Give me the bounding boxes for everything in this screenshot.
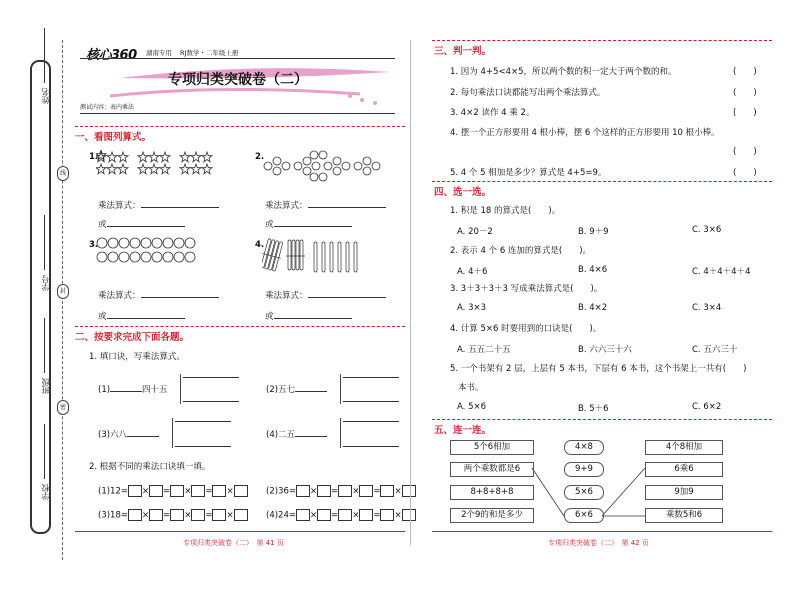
q3-mult bbox=[98, 288, 219, 301]
header-rule-bottom bbox=[80, 113, 395, 114]
judge-5: 5. 4 个 5 相加是多少？算式是 4+5=9。 bbox=[450, 168, 607, 178]
school-field[interactable] bbox=[40, 484, 51, 500]
choice-3-b[interactable]: B. 4×2 bbox=[578, 303, 608, 313]
judge-3-answer[interactable]: ( ) bbox=[733, 108, 757, 118]
section-separator bbox=[75, 326, 405, 327]
q1-number: 1. bbox=[89, 152, 99, 162]
answer-box[interactable] bbox=[191, 485, 205, 497]
q2-number: 2. bbox=[255, 152, 265, 162]
eq-row-3: (3)18= × = × = × bbox=[98, 509, 248, 521]
or-label: 或 bbox=[265, 220, 274, 230]
answer-blank[interactable] bbox=[183, 392, 239, 402]
match-mid-2[interactable]: 9+9 bbox=[564, 462, 604, 477]
section-1-title: 一、看图列算式。 bbox=[75, 132, 152, 143]
answer-blank[interactable] bbox=[274, 217, 352, 227]
circle-grid-figure bbox=[96, 236, 216, 266]
name-label: 姓名 bbox=[41, 88, 50, 104]
answer-blank[interactable] bbox=[274, 309, 352, 319]
choice-5-b[interactable]: B. 5＋6 bbox=[578, 404, 609, 414]
or-label: 或 bbox=[265, 312, 274, 322]
answer-box[interactable] bbox=[402, 509, 416, 521]
s2-q2-text: 2. 根据不同的乘法口诀填一填。 bbox=[89, 462, 211, 472]
choice-4-c[interactable]: C. 五六三十 bbox=[692, 345, 738, 355]
footer-left: 专项归类突破卷（二） 第 41 页 bbox=[183, 539, 284, 547]
judge-4: 4. 摆一个正方形要用 4 根小棒，摆 6 个这样的正方形要用 10 根小棒。 bbox=[450, 128, 720, 138]
answer-box[interactable] bbox=[338, 485, 352, 497]
answer-box[interactable] bbox=[296, 485, 310, 497]
answer-blank[interactable] bbox=[110, 382, 142, 392]
cut-line bbox=[62, 40, 63, 560]
answer-blank[interactable] bbox=[343, 412, 399, 422]
judge-2: 2. 每句乘法口诀都能写出两个乘法算式。 bbox=[450, 88, 606, 98]
answer-box[interactable] bbox=[212, 509, 226, 521]
s2-item-1: (1) 四十五 bbox=[98, 382, 168, 395]
answer-box[interactable] bbox=[234, 485, 248, 497]
s2-item-2: (2)五七 bbox=[266, 382, 327, 395]
choice-2-question: 2. 表示 4 个 6 连加的算式是( )。 bbox=[450, 246, 592, 256]
match-right-2[interactable]: 6乘6 bbox=[645, 462, 723, 477]
choice-5-question: 5. 一个书架有 2 层，上层有 5 本书，下层有 6 本书，这个书架上一共有( ) bbox=[450, 364, 747, 374]
match-mid-1[interactable]: 4×8 bbox=[564, 440, 604, 455]
section-3-title: 三、判一判。 bbox=[434, 46, 492, 57]
answer-blank[interactable] bbox=[127, 427, 159, 437]
choice-2-b[interactable]: B. 4×6 bbox=[578, 265, 608, 275]
answer-box[interactable] bbox=[149, 485, 163, 497]
circles-figure bbox=[262, 148, 392, 184]
footer-rule bbox=[432, 531, 772, 532]
mult-label: 乘法算式： bbox=[265, 201, 308, 211]
answer-box[interactable] bbox=[380, 509, 394, 521]
judge-1-answer[interactable]: ( ) bbox=[733, 67, 757, 77]
test-scope: 测试内容：表内乘法 bbox=[80, 104, 135, 111]
or-label: 或 bbox=[98, 220, 107, 230]
school-label: 学校 bbox=[41, 484, 50, 500]
s2-item-4: (4)二五 bbox=[266, 427, 327, 440]
answer-blank[interactable] bbox=[175, 437, 231, 447]
match-left-2[interactable]: 两个乘数都是6 bbox=[450, 462, 534, 477]
answer-box[interactable] bbox=[128, 485, 142, 497]
choice-1-a[interactable]: A. 20－2 bbox=[457, 227, 493, 237]
mult-label: 乘法算式： bbox=[98, 291, 141, 301]
answer-box[interactable] bbox=[234, 509, 248, 521]
choice-5-a[interactable]: A. 5×6 bbox=[457, 402, 487, 412]
answer-blank[interactable] bbox=[343, 392, 399, 402]
judge-2-answer[interactable]: ( ) bbox=[733, 88, 757, 98]
q2-mult bbox=[265, 198, 386, 211]
answer-box[interactable] bbox=[170, 509, 184, 521]
choice-1-b[interactable]: B. 9＋9 bbox=[578, 227, 609, 237]
section-5-title: 五、连一连。 bbox=[434, 425, 492, 436]
q3-or bbox=[98, 309, 185, 322]
bracket bbox=[172, 418, 173, 448]
judge-3: 3. 4×2 读作 4 乘 2。 bbox=[450, 108, 535, 118]
eq-row-1: (1)12= × = × = × bbox=[98, 485, 248, 497]
judge-5-answer[interactable]: ( ) bbox=[733, 168, 757, 178]
answer-blank[interactable] bbox=[183, 368, 239, 378]
mult-label: 乘法算式： bbox=[265, 291, 308, 301]
header-subject: RJ数学・二年级上册 bbox=[180, 49, 239, 57]
answer-blank[interactable] bbox=[141, 198, 219, 208]
bracket bbox=[340, 374, 341, 404]
match-right-3[interactable]: 9加9 bbox=[645, 485, 723, 500]
answer-box[interactable] bbox=[296, 509, 310, 521]
mult-label: 乘法算式： bbox=[98, 201, 141, 211]
answer-blank[interactable] bbox=[308, 198, 386, 208]
answer-blank[interactable] bbox=[295, 427, 327, 437]
answer-box[interactable] bbox=[402, 485, 416, 497]
answer-blank[interactable] bbox=[175, 412, 231, 422]
or-label: 或 bbox=[98, 312, 107, 322]
header-edition: 湖南专用 bbox=[146, 49, 172, 57]
choice-3-c[interactable]: C. 3×4 bbox=[692, 303, 722, 313]
choice-1-c[interactable]: C. 3×6 bbox=[692, 225, 722, 235]
answer-blank[interactable] bbox=[343, 368, 399, 378]
choice-3-a[interactable]: A. 3×3 bbox=[457, 303, 487, 313]
answer-box[interactable] bbox=[191, 509, 205, 521]
answer-blank[interactable] bbox=[308, 288, 386, 298]
section-separator bbox=[432, 181, 772, 182]
answer-box[interactable] bbox=[317, 509, 331, 521]
match-left-4[interactable]: 2个9的和是多少 bbox=[450, 508, 534, 523]
q4-number: 4. bbox=[255, 240, 265, 250]
match-left-3[interactable]: 8+8+8+8 bbox=[450, 485, 534, 500]
q4-or bbox=[265, 309, 352, 322]
answer-blank[interactable] bbox=[295, 382, 327, 392]
choice-5-c[interactable]: C. 6×2 bbox=[692, 402, 722, 412]
cut-mark-1: 线 bbox=[57, 166, 69, 181]
choice-4-question: 4. 计算 5×6 时要用到的口诀是( )。 bbox=[450, 324, 602, 334]
answer-box[interactable] bbox=[380, 485, 394, 497]
header-logo: 核心360 bbox=[86, 48, 137, 63]
sticks-figure bbox=[262, 236, 372, 276]
answer-box[interactable] bbox=[128, 509, 142, 521]
answer-blank[interactable] bbox=[107, 309, 185, 319]
match-left-1[interactable]: 5个6相加 bbox=[450, 440, 534, 455]
judge-1: 1. 因为 4+5<4×5，所以两个数的积一定大于两个数的和。 bbox=[450, 67, 677, 77]
q1-or bbox=[98, 217, 185, 230]
header-rule bbox=[80, 58, 395, 59]
choice-4-b[interactable]: B. 六六三十六 bbox=[578, 345, 632, 355]
answer-box[interactable] bbox=[359, 509, 373, 521]
answer-box[interactable] bbox=[170, 485, 184, 497]
choice-2-a[interactable]: A. 4＋6 bbox=[457, 267, 488, 277]
class-field[interactable] bbox=[40, 378, 51, 394]
bracket bbox=[340, 418, 341, 448]
eq-row-4: (4)24= × = × = × bbox=[266, 509, 416, 521]
footer-rule bbox=[75, 531, 405, 532]
choice-4-a[interactable]: A. 五五二十五 bbox=[457, 345, 511, 355]
choice-1-question: 1. 积是 18 的算式是( )。 bbox=[450, 206, 561, 216]
section-separator bbox=[432, 419, 772, 420]
answer-blank[interactable] bbox=[141, 288, 219, 298]
page-title: 专项归类突破卷（二） bbox=[168, 72, 308, 88]
binding-strip bbox=[30, 60, 51, 534]
choice-3-question: 3. 3＋3＋3＋3 写成乘法算式是( )。 bbox=[450, 284, 603, 294]
bracket bbox=[180, 374, 181, 404]
choice-2-c[interactable]: C. 4＋4＋4＋4 bbox=[692, 267, 751, 277]
class-label: 班级 bbox=[41, 378, 50, 394]
choice-5-question-cont: 本书。 bbox=[458, 383, 484, 393]
answer-box[interactable] bbox=[149, 509, 163, 521]
judge-4-answer[interactable]: ( ) bbox=[733, 147, 757, 157]
eq-row-2: (2)36= × = × = × bbox=[266, 485, 416, 497]
answer-box[interactable] bbox=[359, 485, 373, 497]
section-separator bbox=[75, 126, 405, 127]
q4-mult bbox=[265, 288, 386, 301]
page-divider bbox=[410, 40, 411, 545]
answer-box[interactable] bbox=[338, 509, 352, 521]
q3-number: 3. bbox=[89, 240, 99, 250]
q2-or bbox=[265, 217, 352, 230]
s2-item-3: (3)六八 bbox=[98, 427, 159, 440]
match-mid-4[interactable]: 6×6 bbox=[564, 508, 604, 523]
footer-right: 专项归类突破卷（二） 第 42 页 bbox=[548, 539, 649, 547]
answer-blank[interactable] bbox=[343, 437, 399, 447]
section-4-title: 四、选一选。 bbox=[434, 187, 492, 198]
answer-blank[interactable] bbox=[107, 217, 185, 227]
answer-box[interactable] bbox=[212, 485, 226, 497]
answer-box[interactable] bbox=[317, 485, 331, 497]
match-mid-3[interactable]: 5×6 bbox=[564, 485, 604, 500]
q1-mult bbox=[98, 198, 219, 211]
cut-mark-2: 封 bbox=[57, 284, 69, 299]
name-field[interactable] bbox=[40, 88, 51, 104]
match-right-1[interactable]: 4个8相加 bbox=[645, 440, 723, 455]
match-right-4[interactable]: 乘数5和6 bbox=[645, 508, 723, 523]
s2-q1-text: 1. 填口诀，写乘法算式。 bbox=[89, 352, 185, 362]
section-2-title: 二、按要求完成下面各题。 bbox=[75, 332, 190, 343]
cut-mark-3: 密 bbox=[57, 400, 69, 415]
stars-figure bbox=[96, 150, 226, 178]
id-field[interactable] bbox=[40, 275, 51, 291]
section-separator bbox=[432, 40, 772, 41]
id-label: 学号 bbox=[41, 275, 50, 291]
